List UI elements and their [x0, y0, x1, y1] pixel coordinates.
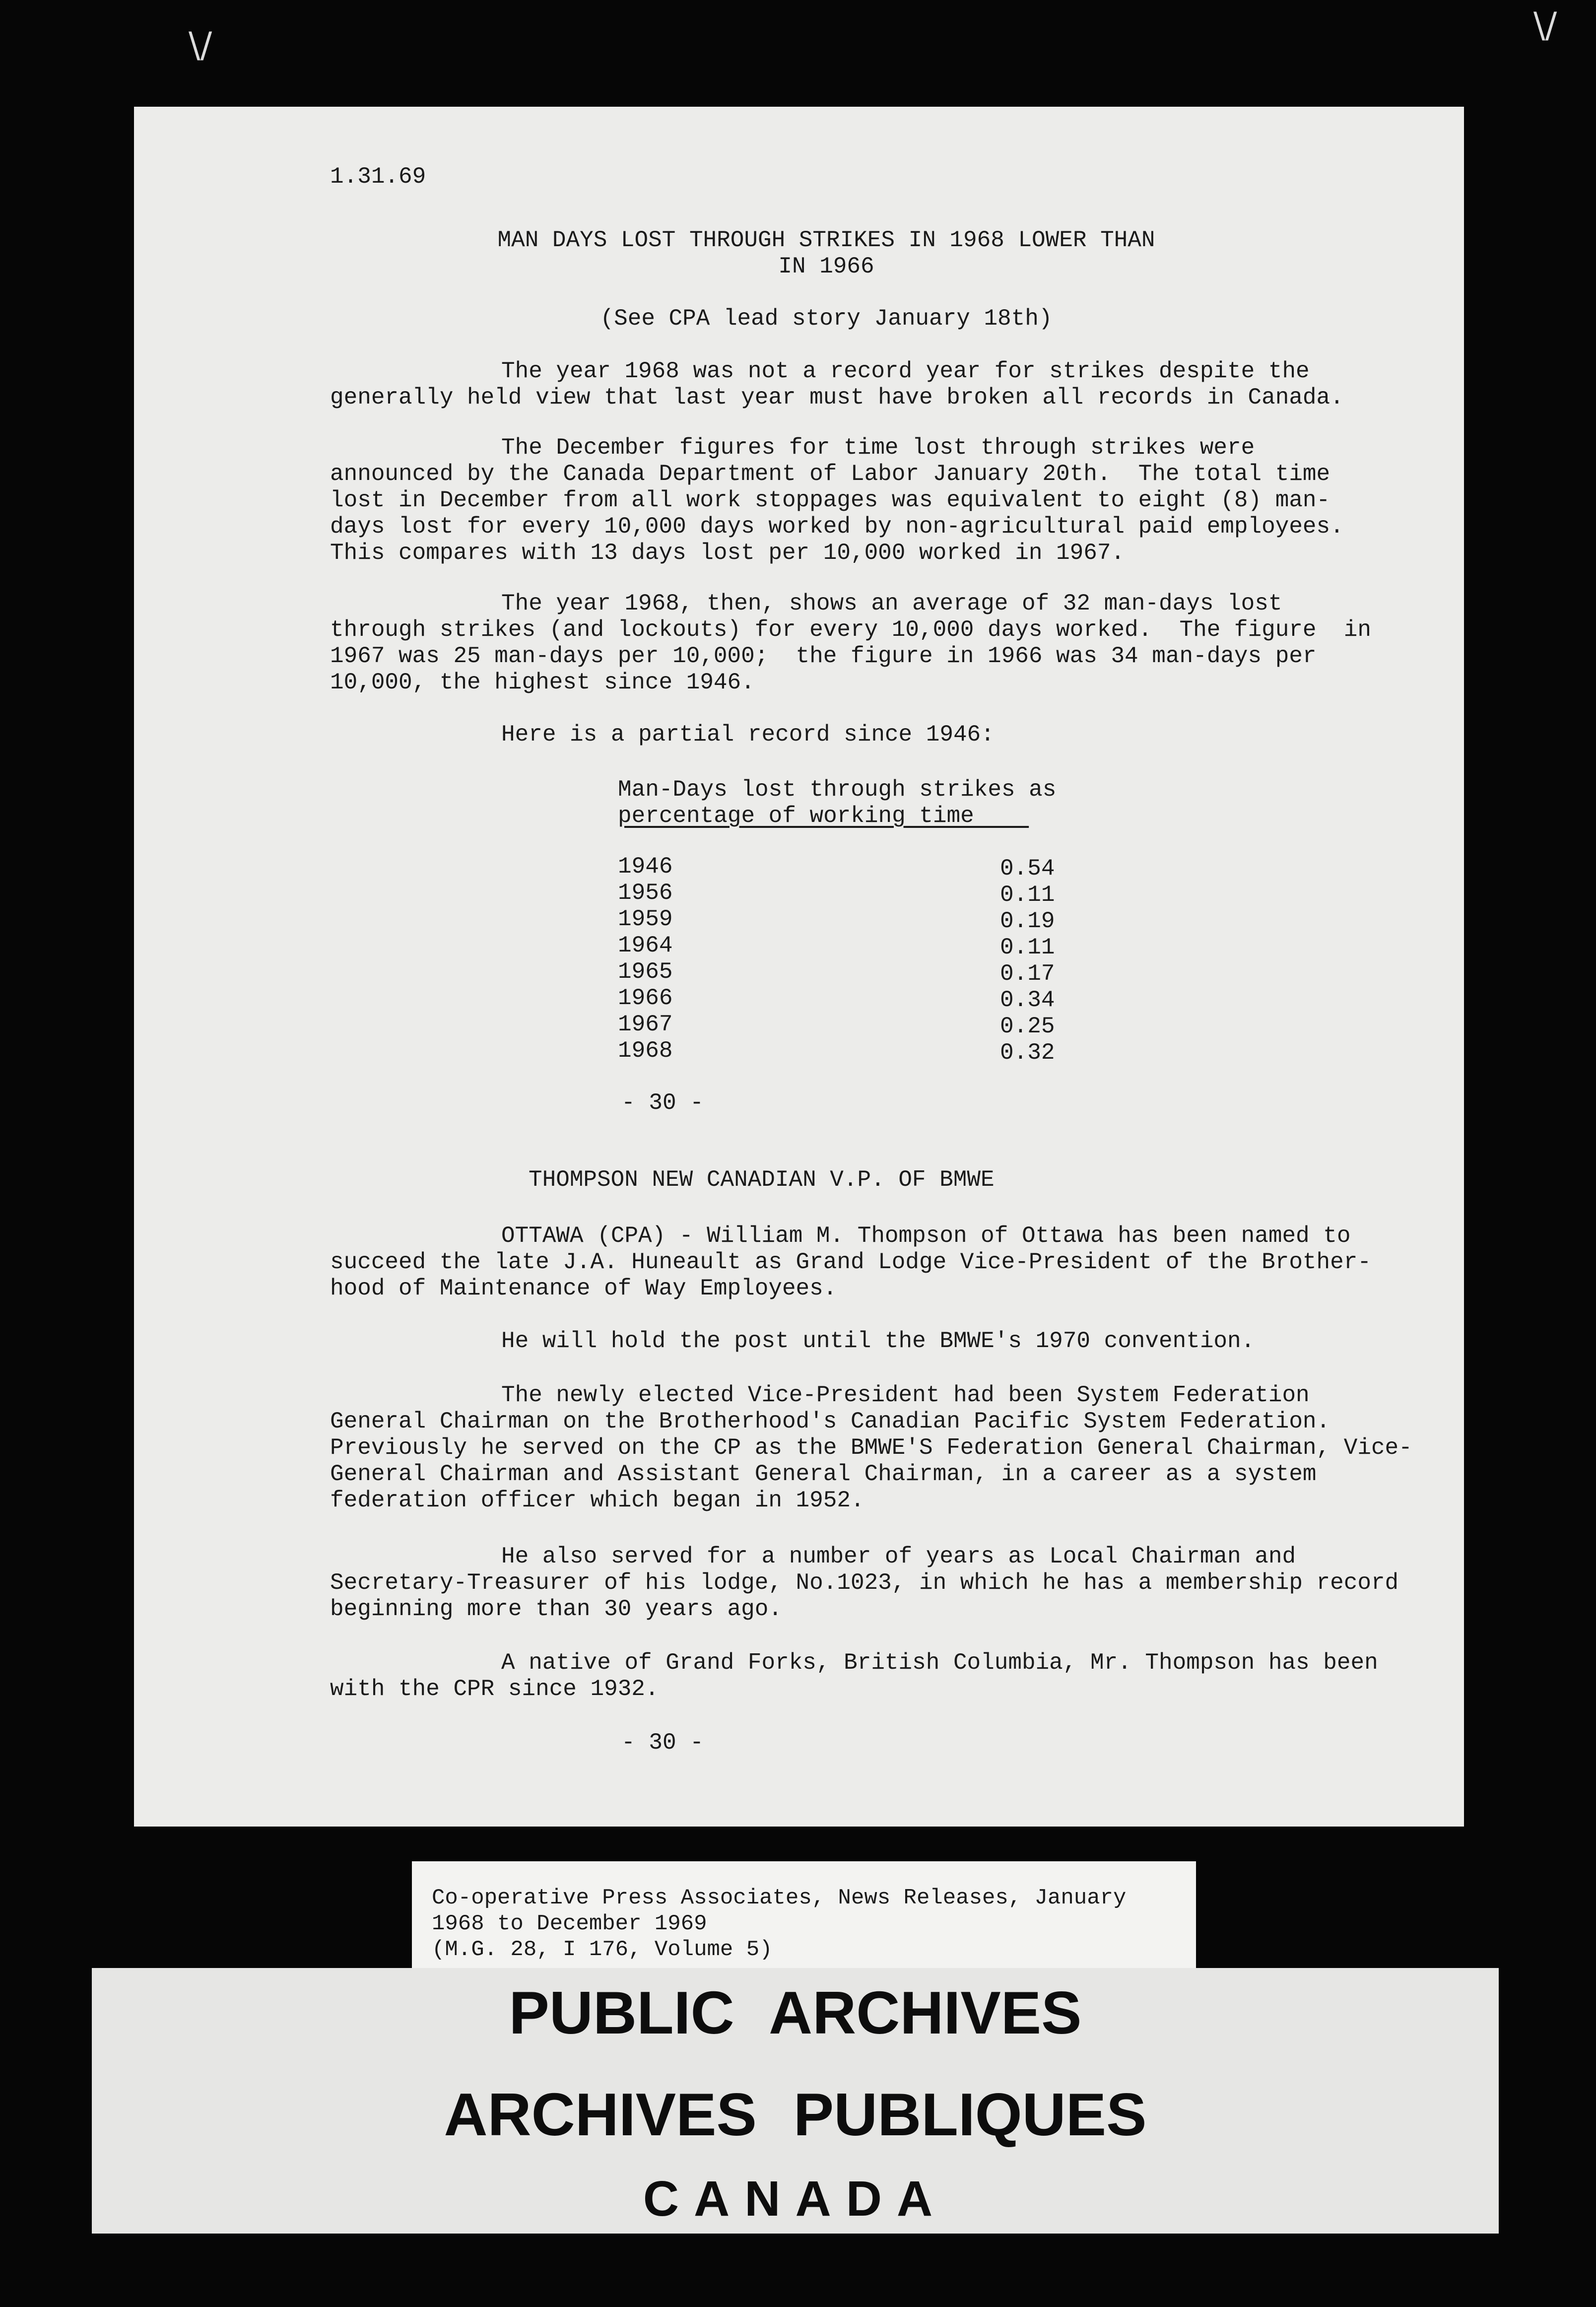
story2-p3-line: General Chairman on the Brotherhood's Canadian Pacific System Federation. [330, 1409, 1330, 1434]
story1-p3-line: 10,000, the highest since 1946. [330, 670, 755, 695]
story1-p1-line: generally held view that last year must have broken all records in Canada. [330, 385, 1344, 410]
film-mark-left: \/ [189, 25, 212, 66]
table-value: 0.19 [1000, 908, 1055, 934]
table-year: 1968 [618, 1038, 673, 1064]
document-text [330, 164, 1412, 1926]
banner-public-archives: PUBLIC ARCHIVES [509, 1979, 1082, 2046]
page-number: - 30 - [621, 1730, 704, 1756]
archive-label-line2: 1968 to December 1969 [432, 1911, 707, 1936]
story2-p1-line: hood of Maintenance of Way Employees. [330, 1276, 837, 1301]
story1-title-line1: MAN DAYS LOST THROUGH STRIKES IN 1968 LOWER THAN [497, 227, 1155, 253]
story1-subtitle: (See CPA lead story January 18th) [600, 306, 1053, 332]
table-value: 0.25 [1000, 1014, 1055, 1039]
table-value: 0.11 [1000, 935, 1055, 960]
film-mark-right: \/ [1533, 5, 1557, 46]
archives-banner [92, 1968, 1499, 2234]
story1-p2-line: days lost for every 10,000 days worked by non-agricultural paid employees. [330, 514, 1344, 540]
story2-p1-line: OTTAWA (CPA) - William M. Thompson of Ottawa has been named to [501, 1223, 1351, 1249]
archive-label [412, 1861, 1196, 1968]
table-header-line2: percentage of working time [618, 803, 1029, 829]
story1-p3-line: through strikes (and lockouts) for every 10,000 days worked. The figure in [330, 617, 1371, 643]
story1-p2-line: announced by the Canada Department of Labor January 20th. The total time [330, 461, 1330, 487]
banner-archives-publiques: ARCHIVES PUBLIQUES [444, 2081, 1147, 2148]
story1-p4: Here is a partial record since 1946: [501, 722, 995, 747]
story1-title-line2: IN 1966 [778, 254, 874, 279]
date-stamp: 1.31.69 [330, 164, 426, 190]
story2-p4-line: Secretary-Treasurer of his lodge, No.1023, in which he has a membership record [330, 1570, 1399, 1596]
table-year: 1965 [618, 959, 673, 985]
story2-p4-line: beginning more than 30 years ago. [330, 1596, 782, 1622]
story1-p3-line: The year 1968, then, shows an average of 32 man-days lost [501, 591, 1282, 616]
story1-p3-line: 1967 was 25 man-days per 10,000; the figure in 1966 was 34 man-days per [330, 643, 1317, 669]
banner-canada: CANADA [643, 2171, 948, 2227]
table-year: 1966 [618, 985, 673, 1011]
story2-p3-line: General Chairman and Assistant General Chairman, in a career as a system [330, 1461, 1317, 1487]
archive-label-line3: (M.G. 28, I 176, Volume 5) [432, 1937, 773, 1962]
story1-p2-line: This compares with 13 days lost per 10,000 worked in 1967. [330, 540, 1125, 566]
archive-label-line1: Co-operative Press Associates, News Releases, January [432, 1886, 1127, 1910]
story1-p2-line: The December figures for time lost through strikes were [501, 435, 1255, 461]
story1-p1-line: The year 1968 was not a record year for strikes despite the [501, 358, 1310, 384]
table-value: 0.34 [1000, 987, 1055, 1013]
table-year: 1964 [618, 933, 673, 958]
table-header-line1: Man-Days lost through strikes as [618, 777, 1057, 803]
table-value: 0.17 [1000, 961, 1055, 987]
table-value: 0.32 [1000, 1040, 1055, 1066]
story2-p1-line: succeed the late J.A. Huneault as Grand Lodge Vice-President of the Brother- [330, 1249, 1371, 1275]
story2-p3-line: Previously he served on the CP as the BMWE'S Federation General Chairman, Vice- [330, 1435, 1412, 1461]
story2-p3-line: The newly elected Vice-President had been System Federation [501, 1382, 1310, 1408]
story2-title: THOMPSON NEW CANADIAN V.P. OF BMWE [529, 1167, 995, 1193]
story2-p5-line: A native of Grand Forks, British Columbia, Mr. Thompson has been [501, 1650, 1378, 1676]
table-value: 0.54 [1000, 856, 1055, 882]
table-year: 1967 [618, 1012, 673, 1037]
story2-p5-line: with the CPR since 1932. [330, 1676, 659, 1702]
page-number: - 30 - [621, 1090, 704, 1116]
story2-p3-line: federation officer which began in 1952. [330, 1488, 864, 1513]
table-year: 1959 [618, 906, 673, 932]
table-year: 1946 [618, 854, 673, 880]
table-value: 0.11 [1000, 882, 1055, 908]
story2-p2: He will hold the post until the BMWE's 1970 convention. [501, 1328, 1255, 1354]
table-year: 1956 [618, 880, 673, 906]
story1-p2-line: lost in December from all work stoppages was equivalent to eight (8) man- [330, 487, 1330, 513]
story2-p4-line: He also served for a number of years as Local Chairman and [501, 1544, 1296, 1569]
